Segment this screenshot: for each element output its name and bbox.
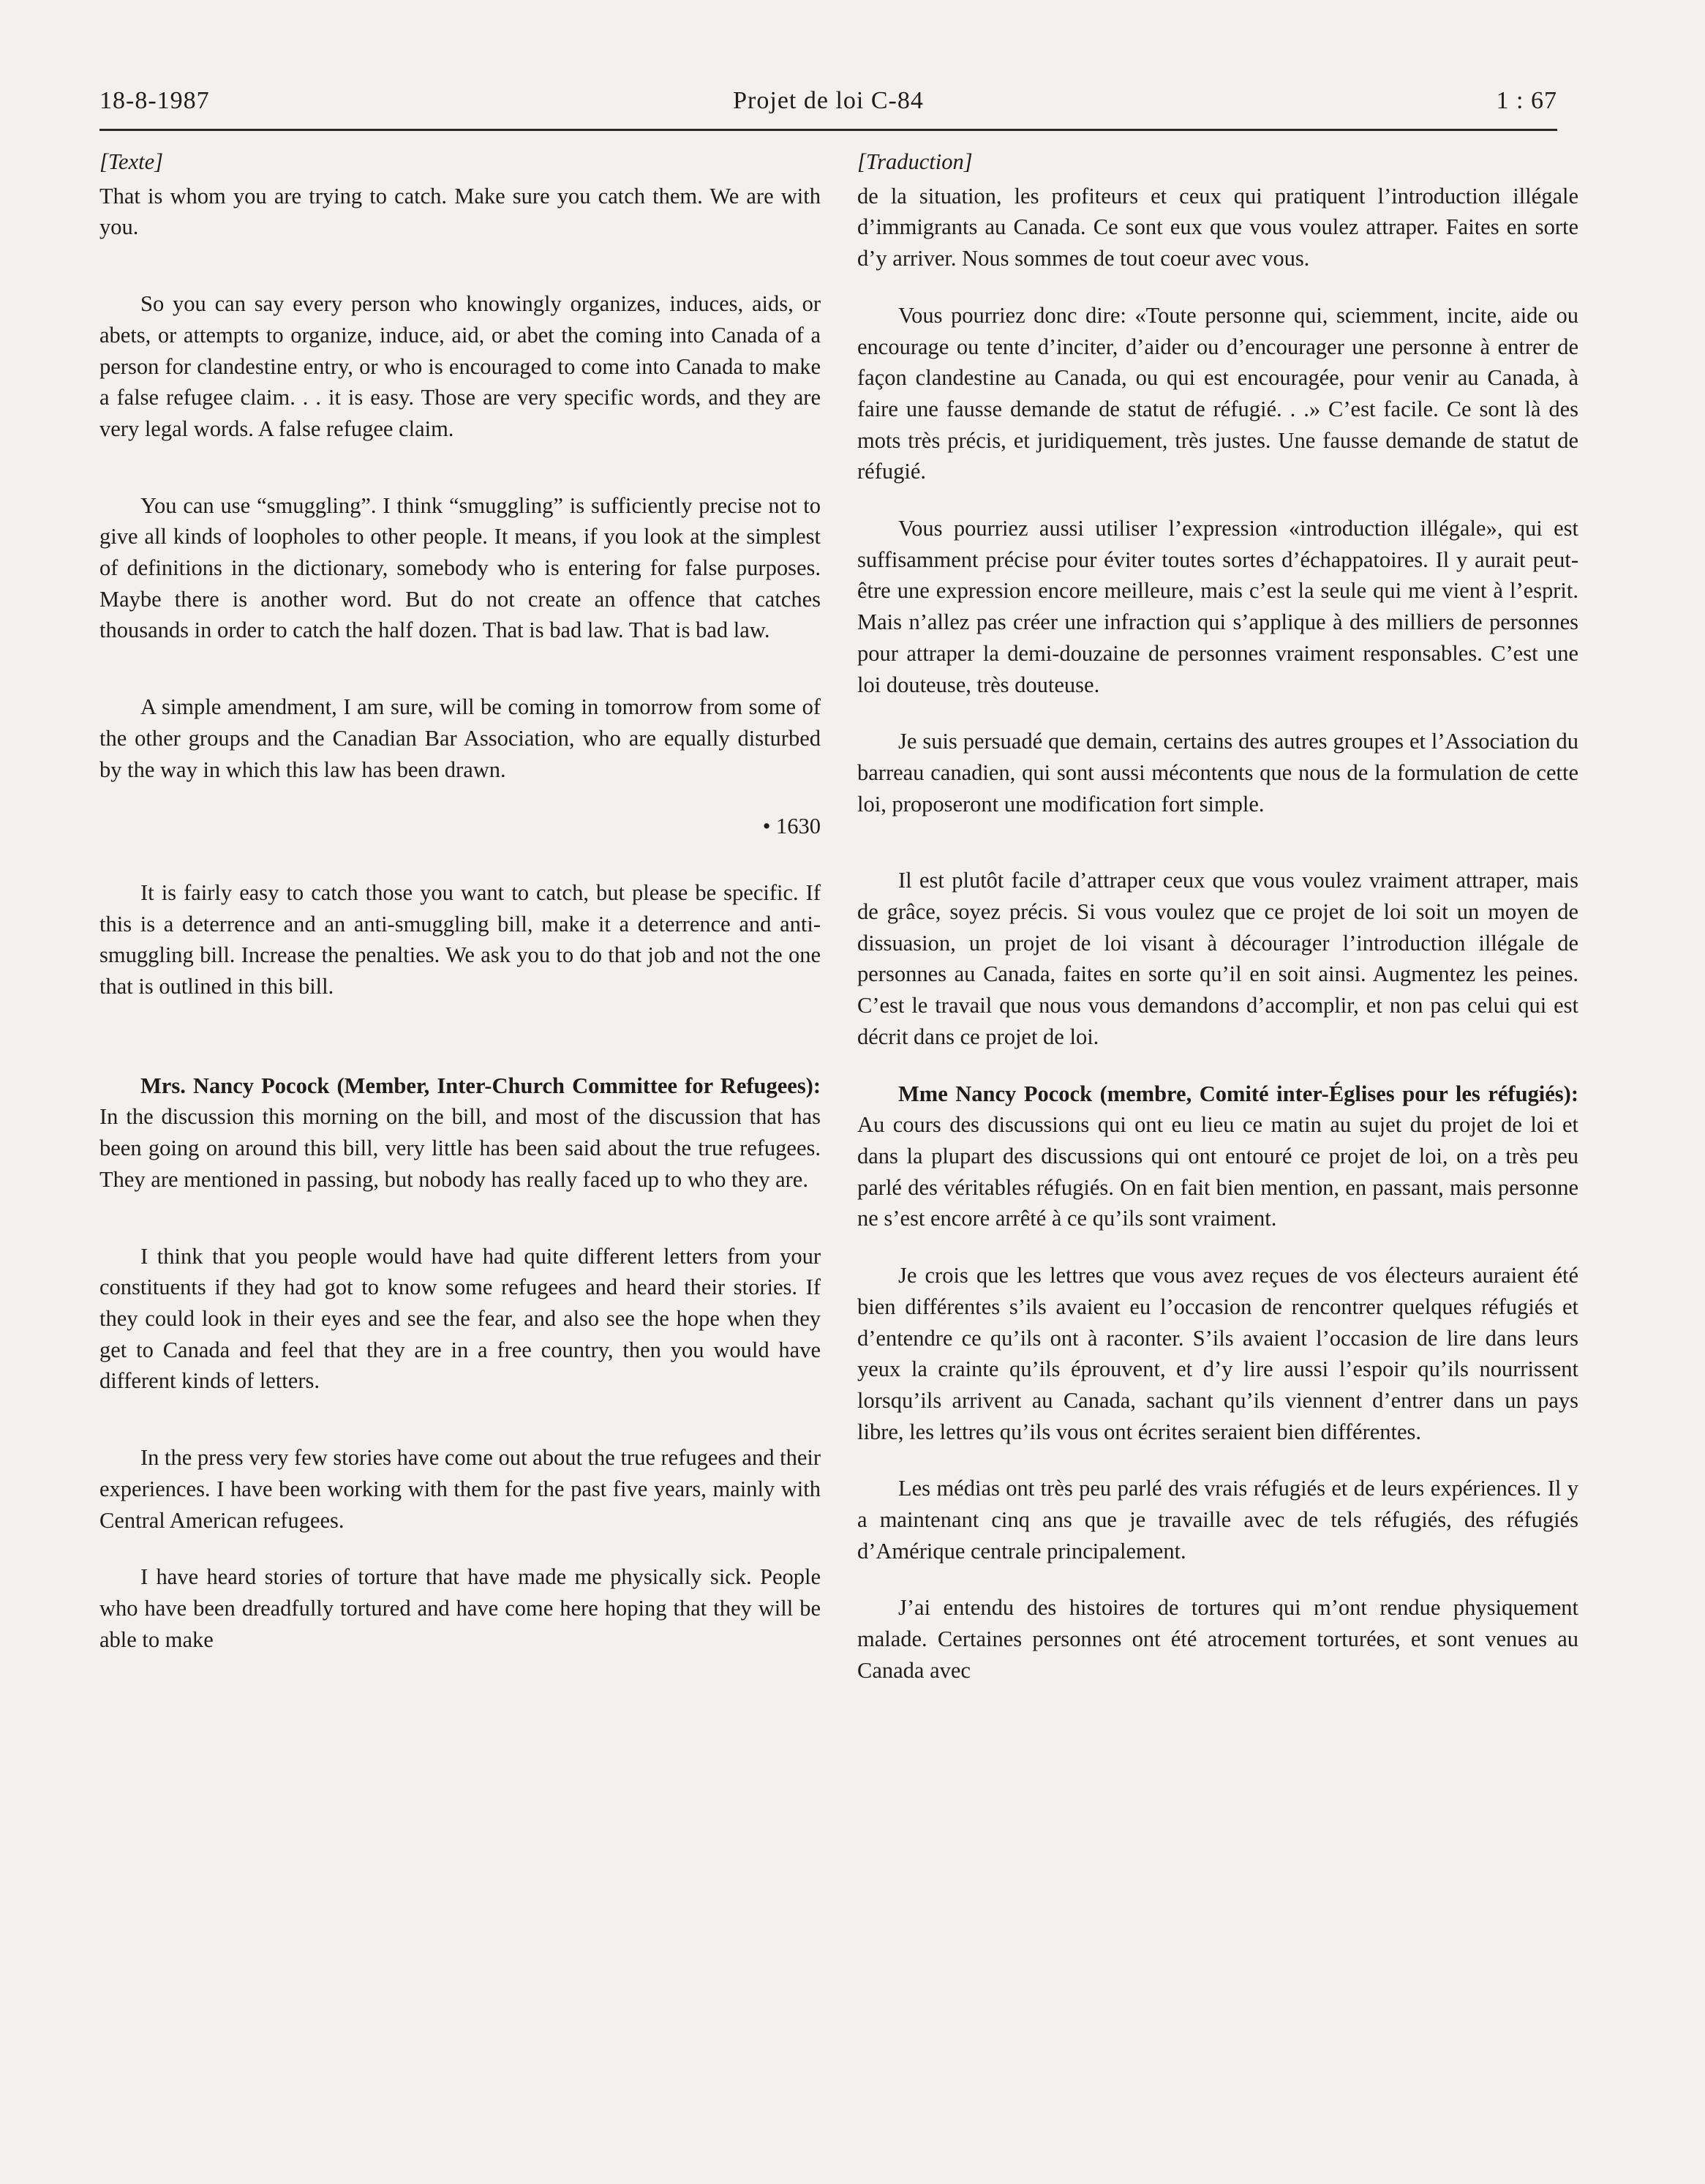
speaker-name: Mme Nancy Pocock (membre, Comité inter-Églises pour les réfugiés): — [898, 1081, 1578, 1106]
text-tag: [Texte] — [99, 149, 163, 174]
paragraph: Les médias ont très peu parlé des vrais réfugiés et de leurs expériences. Il y a maintenant cinq ans que je travaille avec de tels réfugiés, des réfugiés d’Amérique centrale principalement. — [857, 1476, 1578, 1564]
english-column — [99, 146, 821, 1681]
speaker-paragraph — [857, 1078, 1578, 1235]
paragraph: You can use “smuggling”. I think “smuggling” is sufficiently precise not to give all kinds of loopholes to other people. It means, if you look at the simplest of definitions in the dictionary, somebody who is entering for false purposes. Maybe there is another word. But do not create an offence that catches thousands in order to catch the half dozen. That is bad law. That is bad law. — [99, 492, 821, 643]
paragraph: I think that you people would have had quite different letters from your constituents if they had got to know some refugees and heard their stories. If they could look in their eyes and see the fear, and also see the hope when they get to Canada and feel that they are in a free country, then you would have different kinds of letters. — [99, 1243, 821, 1394]
paragraph: J’ai entendu des histoires de tortures qui m’ont rendue physiquement malade. Certaines personnes ont été atrocement torturées, et sont venues au Canada avec — [857, 1595, 1578, 1683]
paragraph: That is whom you are trying to catch. Make sure you catch them. We are with you. — [99, 183, 821, 240]
paragraph: In the press very few stories have come out about the true refugees and their experiences. I have been working with them for the past five years, mainly with Central American refugees. — [99, 1445, 821, 1533]
french-column — [857, 146, 1578, 1712]
column-spacer — [99, 1028, 821, 1070]
header-date: 18-8-1987 — [99, 87, 210, 114]
speaker-name: Mrs. Nancy Pocock (Member, Inter-Church Committee for Refugees): — [140, 1073, 821, 1098]
header-rule — [99, 129, 1557, 131]
paragraph: Il est plutôt facile d’attraper ceux que vous voulez vraiment attraper, mais de grâce, soyez précis. Si vous voulez que ce projet de loi soit un moyen de dissuasion, un projet de loi visant à décourager l’introduction illégale de personnes au Canada, faites en sorte qu’il en soit ainsi. Augmentez les peines. C’est le travail que nous vous demandons d’accomplir, et non pas celui qui est décrit dans ce projet de loi. — [857, 868, 1578, 1049]
header-page-number: 1 : 67 — [1496, 87, 1557, 114]
paragraph: It is fairly easy to catch those you want to catch, but please be specific. If this is a deterrence and an anti-smuggling bill, make it a deterrence and anti-smuggling bill. Increase the penalties. We ask you to do that job and not the one that is outlined in this bill. — [99, 879, 821, 999]
time-marker: • 1630 — [762, 814, 821, 839]
paragraph: A simple amendment, I am sure, will be coming in tomorrow from some of the other groups and the Canadian Bar Association, who are equally disturbed by the way in which this law has been drawn. — [99, 694, 821, 782]
speaker-paragraph — [99, 1070, 821, 1196]
paragraph: Je suis persuadé que demain, certains des autres groupes et l’Association du barreau canadien, qui sont aussi mécontents que nous de la formulation de cette loi, proposeront une modification fort simple. — [857, 729, 1578, 817]
speaker-text: Au cours des discussions qui ont eu lieu ce matin au sujet du projet de loi et dans la plupart des discussions qui ont entouré ce projet de loi, on a très peu parlé des véritables réfugiés. On en fait bien mention, en passant, mais personne ne s’est encore arrêté à ce qu’ils sont vraiment. — [857, 1112, 1578, 1231]
paragraph: de la situation, les profiteurs et ceux qui pratiquent l’introduction illégale d’immigrants au Canada. Ce sont eux que vous voulez attraper. Faites en sorte d’y arriver. Nous sommes de tout coeur avec vous. — [857, 183, 1578, 271]
header-bill-title: Projet de loi C-84 — [733, 87, 924, 114]
speaker-text: In the discussion this morning on the bill, and most of the discussion that has been going on around this bill, very little has been said about the true refugees. They are mentioned in passing, but nobody has really faced up to who they are. — [99, 1104, 821, 1192]
paragraph: Je crois que les lettres que vous avez reçues de vos électeurs auraient été bien différentes s’ils avaient eu l’occasion de rencontrer quelques réfugiés et d’entendre ce qu’ils ont à raconter. S’ils avaient l’occasion de lire dans leurs yeux la crainte qu’ils éprouvent, et d’y lire aussi l’espoir qu’ils nourrissent lorsqu’ils arrivent au Canada, sachant qu’ils viennent d’entrer dans un pays libre, les lettres qu’ils vous ont écrites seraient bien différentes. — [857, 1263, 1578, 1444]
paragraph: Vous pourriez aussi utiliser l’expression «introduction illégale», qui est suffisamment précise pour éviter toutes sortes d’échappatoires. Il y aurait peut-être une expression encore meilleure, mais c’est la seule qui me vient à l’esprit. Mais n’allez pas créer une infraction qui s’applique à des milliers de personnes pour attraper la demi-douzaine de personnes vraiment responsables. C’est une loi douteuse, très douteuse. — [857, 516, 1578, 697]
paragraph: So you can say every person who knowingly organizes, induces, aids, or abets, or attempts to organize, induce, aid, or abet the coming into Canada of a person for clandestine entry, or who is encouraged to come into Canada to make a false refugee claim. . . it is easy. Those are very specific words, and they are very legal words. A false refugee claim. — [99, 291, 821, 441]
page-header — [99, 86, 1557, 133]
paragraph: Vous pourriez donc dire: «Toute personne qui, sciemment, incite, aide ou encourage ou tente d’inciter, d’aider ou d’encourager une personne à entrer de façon clandestine au Canada, ou qui est encouragée, pour venir au Canada, à faire une fausse demande de statut de réfugié. . .» C’est facile. Ce sont là des mots très précis, et juridiquement, très justes. Une fausse demande de statut de réfugié. — [857, 302, 1578, 484]
translation-tag: [Traduction] — [857, 149, 973, 174]
paragraph: I have heard stories of torture that have made me physically sick. People who have been dreadfully tortured and have come here hoping that they will be able to make — [99, 1564, 821, 1652]
